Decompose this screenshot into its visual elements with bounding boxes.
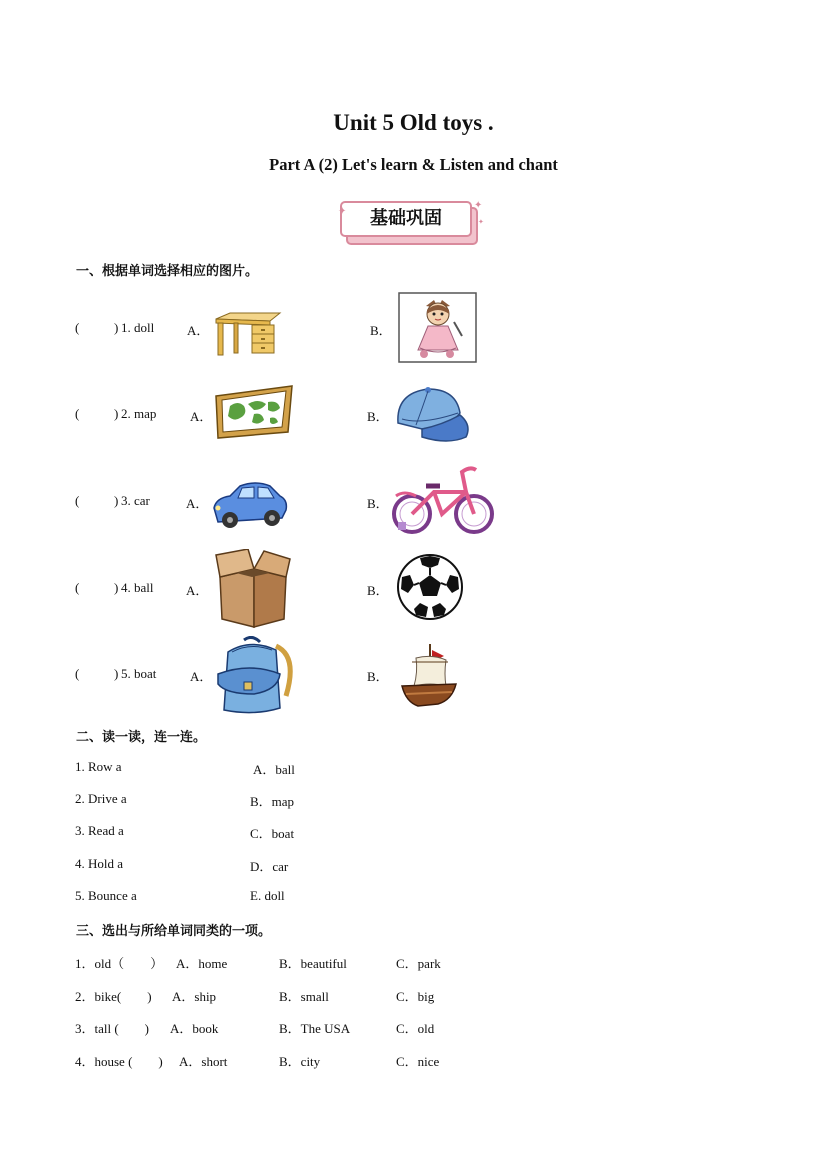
answer-paren-close: ) — [114, 493, 119, 508]
option-c: C．old — [396, 1021, 435, 1036]
match-right-item: E. doll — [250, 888, 285, 903]
section-badge — [340, 199, 482, 245]
section2-heading: 二、读一读，连一连。 — [76, 730, 207, 745]
section3-heading: 三、选出与所给单词同类的一项。 — [76, 924, 272, 939]
sparkle-icon: ✦ — [338, 206, 347, 217]
match-left-item: 1. Row a — [75, 759, 122, 774]
match-left-item: 4. Hold a — [75, 856, 124, 871]
option-c: C．park — [396, 956, 441, 971]
option-a: A．book — [170, 1021, 219, 1036]
option-b-label: B． — [367, 496, 389, 511]
option-b: B．The USA — [279, 1021, 351, 1036]
question-stem: 3．tall ( ) — [75, 1021, 150, 1036]
car-icon — [210, 478, 290, 530]
match-right-item: D．car — [250, 859, 289, 874]
option-a: A．ship — [172, 989, 217, 1004]
question-stem: 1．old（ ） — [75, 956, 164, 971]
option-a: A．short — [179, 1054, 228, 1069]
item-word: 3. car — [121, 493, 150, 508]
question-stem: 4．house ( ) — [75, 1054, 163, 1069]
answer-paren-open: ( — [75, 320, 80, 335]
answer-paren-close: ) — [114, 580, 119, 595]
item-word: 2. map — [121, 406, 157, 421]
item-word: 4. ball — [121, 580, 154, 595]
badge-label: 基础巩固 — [340, 201, 472, 237]
item-word: 1. doll — [121, 320, 155, 335]
box-icon — [214, 549, 292, 629]
option-b-label: B． — [367, 583, 389, 598]
option-b-label: B． — [370, 323, 392, 338]
match-left-item: 3. Read a — [75, 823, 124, 838]
option-a-label: A． — [190, 409, 213, 424]
option-a: A．home — [176, 956, 228, 971]
option-b: B．city — [279, 1054, 321, 1069]
match-right-item: B．map — [250, 794, 295, 809]
answer-paren-open: ( — [75, 580, 80, 595]
match-left-item: 5. Bounce a — [75, 888, 137, 903]
answer-paren-open: ( — [75, 406, 80, 421]
sparkle-icon: ✦ — [478, 218, 484, 226]
question-stem: 2．bike( ) — [75, 989, 152, 1004]
option-b-label: B． — [367, 409, 389, 424]
answer-paren-close: ) — [114, 320, 119, 335]
option-c: C．big — [396, 989, 435, 1004]
option-b: B．beautiful — [279, 956, 347, 971]
option-a-label: A． — [190, 669, 213, 684]
option-c: C．nice — [396, 1054, 440, 1069]
option-a-label: A． — [186, 496, 209, 511]
desk-icon — [214, 311, 282, 357]
match-left-item: 2. Drive a — [75, 791, 127, 806]
boat-icon — [398, 640, 462, 710]
map-icon — [214, 384, 294, 440]
ball-icon — [396, 553, 464, 621]
option-a-label: A． — [187, 323, 210, 338]
match-right-item: A．ball — [253, 762, 295, 777]
cap-icon — [392, 385, 470, 447]
sparkle-icon: ✦ — [474, 200, 483, 211]
match-right-item: C．boat — [250, 826, 295, 841]
answer-paren-open: ( — [75, 666, 80, 681]
bike-icon — [390, 462, 498, 538]
page-title: Unit 5 Old toys . — [333, 110, 494, 135]
answer-paren-close: ) — [114, 406, 119, 421]
section1-heading: 一、根据单词选择相应的图片。 — [76, 264, 259, 279]
item-word: 5. boat — [121, 666, 157, 681]
option-a-label: A． — [186, 583, 209, 598]
option-b: B．small — [279, 989, 329, 1004]
doll-icon — [398, 292, 478, 364]
bag-icon — [214, 636, 298, 716]
option-b-label: B． — [367, 669, 389, 684]
page-subtitle: Part A (2) Let's learn & Listen and chant — [269, 155, 558, 174]
answer-paren-close: ) — [114, 666, 119, 681]
answer-paren-open: ( — [75, 493, 80, 508]
